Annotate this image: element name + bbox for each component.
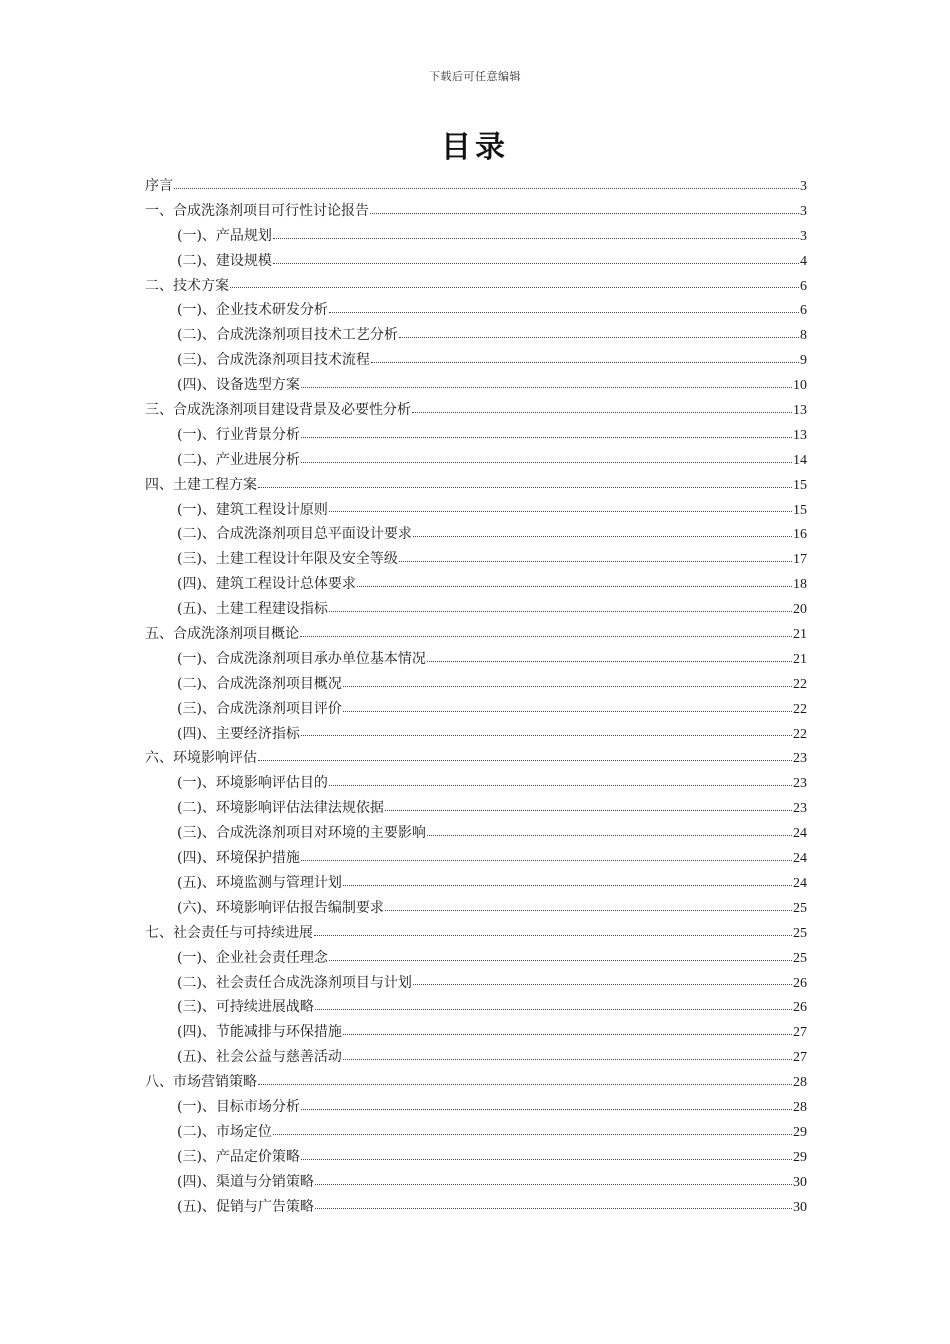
toc-entry-label: 序言	[145, 178, 173, 194]
toc-entry[interactable]	[145, 722, 807, 747]
toc-entry-page: 8	[800, 328, 807, 344]
toc-entry-page: 3	[800, 203, 807, 219]
toc-entry[interactable]	[145, 1170, 807, 1195]
toc-entry-page: 9	[800, 353, 807, 369]
toc-entry[interactable]	[145, 896, 807, 921]
toc-leader-dots	[273, 262, 799, 264]
toc-entry-page: 20	[793, 602, 807, 618]
toc-entry-page: 28	[793, 1099, 807, 1115]
toc-entry[interactable]	[145, 971, 807, 996]
toc-entry-label: (三)、产品定价策略	[177, 1148, 300, 1165]
toc-entry-label: 五、合成洗涤剂项目概论	[145, 626, 299, 643]
toc-entry-label: (四)、设备选型方案	[177, 377, 300, 394]
toc-entry-label: (三)、合成洗涤剂项目技术流程	[177, 352, 370, 369]
toc-entry-page: 15	[793, 477, 807, 493]
toc-leader-dots	[258, 486, 792, 488]
toc-entry[interactable]	[145, 597, 807, 622]
toc-entry[interactable]	[145, 1045, 807, 1070]
toc-entry-page: 29	[793, 1149, 807, 1165]
toc-entry-label: (二)、市场定位	[177, 1123, 272, 1140]
toc-entry-label: 四、土建工程方案	[145, 476, 257, 493]
toc-entry[interactable]	[145, 199, 807, 224]
toc-leader-dots	[315, 1008, 792, 1010]
toc-entry-label: (二)、社会责任合成洗涤剂项目与计划	[177, 974, 412, 991]
toc-entry[interactable]	[145, 498, 807, 523]
toc-leader-dots	[301, 1108, 792, 1110]
toc-entry[interactable]	[145, 1145, 807, 1170]
toc-leader-dots	[413, 983, 792, 985]
toc-entry[interactable]	[145, 871, 807, 896]
toc-leader-dots	[385, 909, 792, 911]
toc-entry[interactable]	[145, 821, 807, 846]
toc-entry-label: (四)、渠道与分销策略	[177, 1173, 314, 1190]
toc-entry-label: (三)、合成洗涤剂项目评价	[177, 700, 342, 717]
toc-entry[interactable]	[145, 249, 807, 274]
toc-leader-dots	[385, 809, 792, 811]
toc-entry[interactable]	[145, 672, 807, 697]
toc-entry[interactable]	[145, 796, 807, 821]
toc-entry-label: (五)、土建工程建设指标	[177, 601, 328, 618]
toc-entry-page: 3	[800, 179, 807, 194]
toc-leader-dots	[399, 336, 799, 338]
toc-entry-label: 六、环境影响评估	[145, 750, 257, 767]
toc-leader-dots	[301, 386, 792, 388]
toc-entry[interactable]	[145, 846, 807, 871]
toc-entry-page: 18	[793, 577, 807, 593]
toc-entry-label: (二)、合成洗涤剂项目概况	[177, 675, 342, 692]
toc-entry-page: 25	[793, 900, 807, 916]
toc-leader-dots	[343, 685, 792, 687]
toc-entry[interactable]	[145, 572, 807, 597]
toc-entry[interactable]	[145, 348, 807, 373]
toc-entry-page: 24	[793, 826, 807, 842]
toc-leader-dots	[315, 1183, 792, 1185]
toc-leader-dots	[329, 311, 799, 313]
toc-entry-label: (一)、合成洗涤剂项目承办单位基本情况	[177, 650, 426, 667]
toc-leader-dots	[329, 610, 792, 612]
toc-entry[interactable]	[145, 448, 807, 473]
toc-leader-dots	[258, 1083, 792, 1085]
toc-entry[interactable]	[145, 1095, 807, 1120]
toc-entry-page: 22	[793, 676, 807, 692]
toc-entry-label: (二)、建设规模	[177, 252, 272, 269]
toc-entry-label: (三)、合成洗涤剂项目对环境的主要影响	[177, 825, 426, 842]
toc-leader-dots	[370, 212, 799, 214]
toc-leader-dots	[273, 237, 799, 239]
toc-entry[interactable]	[145, 697, 807, 722]
toc-entry-label: (二)、合成洗涤剂项目技术工艺分析	[177, 327, 398, 344]
toc-entry[interactable]	[145, 1070, 807, 1095]
toc-entry-page: 21	[793, 627, 807, 643]
toc-entry-label: (二)、合成洗涤剂项目总平面设计要求	[177, 526, 412, 543]
toc-entry-label: (一)、企业社会责任理念	[177, 949, 328, 966]
toc-leader-dots	[412, 411, 792, 413]
toc-entry[interactable]	[145, 921, 807, 946]
toc-leader-dots	[301, 1158, 792, 1160]
toc-entry-label: (一)、环境影响评估目的	[177, 775, 328, 792]
toc-entry-page: 26	[793, 975, 807, 991]
toc-entry[interactable]	[145, 1020, 807, 1045]
toc-entry-label: (二)、产业进展分析	[177, 451, 300, 468]
toc-entry-page: 24	[793, 875, 807, 891]
toc-entry-label: (五)、环境监测与管理计划	[177, 874, 342, 891]
toc-entry-label: (一)、建筑工程设计原则	[177, 501, 328, 518]
toc-entry[interactable]	[145, 1195, 807, 1220]
toc-entry-label: (四)、建筑工程设计总体要求	[177, 576, 356, 593]
toc-leader-dots	[329, 959, 792, 961]
toc-leader-dots	[300, 635, 792, 637]
toc-leader-dots	[273, 1133, 792, 1135]
toc-leader-dots	[301, 436, 792, 438]
toc-entry-page: 22	[793, 701, 807, 717]
toc-entry[interactable]	[145, 323, 807, 348]
toc-leader-dots	[413, 535, 792, 537]
toc-entry-page: 30	[793, 1174, 807, 1190]
toc-entry-page: 25	[793, 950, 807, 966]
toc-entry-label: (五)、社会公益与慈善活动	[177, 1049, 342, 1066]
toc-entry-page: 13	[793, 427, 807, 443]
toc-entry[interactable]	[145, 473, 807, 498]
toc-entry-label: 七、社会责任与可持续进展	[145, 924, 313, 941]
toc-entry-page: 22	[793, 726, 807, 742]
toc-entry-page: 10	[793, 378, 807, 394]
toc-leader-dots	[371, 361, 799, 363]
toc-entry-page: 27	[793, 1025, 807, 1041]
toc-entry-page: 25	[793, 925, 807, 941]
toc-entry[interactable]	[145, 547, 807, 572]
toc-leader-dots	[357, 585, 792, 587]
toc-entry-page: 3	[800, 228, 807, 244]
toc-entry[interactable]	[145, 373, 807, 398]
toc-leader-dots	[258, 759, 792, 761]
toc-leader-dots	[343, 884, 792, 886]
toc-entry-label: (二)、环境影响评估法律法规依据	[177, 800, 384, 817]
toc-entry-label: (六)、环境影响评估报告编制要求	[177, 899, 384, 916]
toc-entry-label: (三)、土建工程设计年限及安全等级	[177, 551, 398, 568]
toc-entry[interactable]	[145, 746, 807, 771]
toc-entry-label: (四)、环境保护措施	[177, 850, 300, 867]
toc-entry-label: 二、技术方案	[145, 277, 229, 294]
toc-leader-dots	[427, 660, 792, 662]
table-of-contents	[145, 174, 807, 1219]
toc-entry-page: 14	[793, 452, 807, 468]
toc-entry-page: 15	[793, 502, 807, 518]
toc-entry[interactable]	[145, 274, 807, 299]
toc-entry-label: 三、合成洗涤剂项目建设背景及必要性分析	[145, 402, 411, 419]
toc-entry-page: 29	[793, 1124, 807, 1140]
toc-entry-label: (四)、主要经济指标	[177, 725, 300, 742]
toc-leader-dots	[301, 461, 792, 463]
toc-entry-page: 26	[793, 1000, 807, 1016]
toc-entry-page: 6	[800, 303, 807, 319]
toc-entry-page: 27	[793, 1050, 807, 1066]
toc-entry[interactable]	[145, 522, 807, 547]
toc-leader-dots	[399, 560, 792, 562]
toc-leader-dots	[343, 710, 792, 712]
toc-entry[interactable]	[145, 398, 807, 423]
toc-entry[interactable]	[145, 771, 807, 796]
toc-entry-label: (四)、节能减排与环保措施	[177, 1024, 342, 1041]
header-note: 下载后可任意编辑	[429, 70, 521, 83]
toc-entry-label: (一)、行业背景分析	[177, 426, 300, 443]
toc-leader-dots	[301, 859, 792, 861]
page-title: 目录	[441, 130, 509, 165]
toc-entry-page: 23	[793, 751, 807, 767]
toc-entry[interactable]	[145, 995, 807, 1020]
toc-entry[interactable]	[145, 647, 807, 672]
toc-entry-page: 6	[800, 278, 807, 294]
toc-leader-dots	[343, 1058, 792, 1060]
toc-entry-page: 13	[793, 403, 807, 419]
toc-leader-dots	[174, 187, 799, 189]
toc-leader-dots	[230, 286, 799, 288]
toc-entry-label: 八、市场营销策略	[145, 1074, 257, 1091]
toc-entry[interactable]	[145, 298, 807, 323]
toc-entry[interactable]	[145, 224, 807, 249]
toc-leader-dots	[343, 1033, 792, 1035]
toc-entry[interactable]	[145, 946, 807, 971]
toc-entry-page: 23	[793, 776, 807, 792]
toc-entry-page: 24	[793, 851, 807, 867]
toc-entry-label: (一)、目标市场分析	[177, 1098, 300, 1115]
toc-entry-page: 17	[793, 552, 807, 568]
toc-entry-label: (一)、产品规划	[177, 227, 272, 244]
toc-entry-label: (三)、可持续进展战略	[177, 999, 314, 1016]
toc-entry-page: 4	[800, 253, 807, 269]
toc-entry[interactable]	[145, 423, 807, 448]
toc-entry[interactable]	[145, 622, 807, 647]
toc-leader-dots	[329, 784, 792, 786]
toc-entry-page: 16	[793, 527, 807, 543]
toc-entry[interactable]	[145, 174, 807, 199]
toc-leader-dots	[329, 510, 792, 512]
toc-entry-page: 30	[793, 1199, 807, 1215]
toc-entry-label: 一、合成洗涤剂项目可行性讨论报告	[145, 202, 369, 219]
toc-entry-page: 23	[793, 801, 807, 817]
toc-entry-page: 28	[793, 1075, 807, 1091]
toc-entry-label: (一)、企业技术研发分析	[177, 302, 328, 319]
toc-entry-page: 21	[793, 651, 807, 667]
toc-entry-label: (五)、促销与广告策略	[177, 1198, 314, 1215]
toc-leader-dots	[314, 934, 792, 936]
toc-entry[interactable]	[145, 1120, 807, 1145]
toc-leader-dots	[301, 734, 792, 736]
toc-leader-dots	[427, 834, 792, 836]
toc-leader-dots	[315, 1207, 792, 1209]
